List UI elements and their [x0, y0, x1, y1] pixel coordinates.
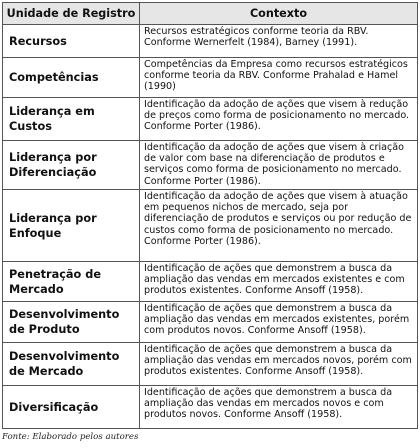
context-cell: Identificação da adoção de ações que visem à atuação em pequenos nichos de mercado, seja por diferenciação de produtos e serviços ou por redução de custos como forma de posicionamento no mercado. Conforme Porter (1986).	[140, 190, 418, 262]
unit-cell: Penetração de Mercado	[3, 262, 140, 302]
registry-context-table	[2, 2, 418, 429]
unit-cell: Desenvolvimento de Mercado	[3, 343, 140, 386]
table-header-row	[3, 3, 418, 25]
unit-cell: Desenvolvimento de Produto	[3, 302, 140, 343]
header-contexto: Contexto	[140, 3, 418, 25]
context-cell: Identificação da adoção de ações que visem à criação de valor com base na diferenciação de produtos e serviços como forma de posicionamento no mercado. Conforme Porter (1986).	[140, 141, 418, 190]
context-cell: Competências da Empresa como recursos estratégicos conforme teoria da RBV. Conforme Prahalad e Hamel (1990)	[140, 58, 418, 98]
unit-cell: Liderança em Custos	[3, 98, 140, 141]
table-row	[3, 302, 418, 343]
table-row	[3, 141, 418, 190]
unit-cell: Recursos	[3, 25, 140, 58]
table-row	[3, 190, 418, 262]
context-cell: Identificação de ações que demonstrem a busca da ampliação das vendas em mercados novos e com produtos novos. Conforme Ansoff (1958).	[140, 386, 418, 429]
unit-cell: Competências	[3, 58, 140, 98]
context-cell: Identificação de ações que demonstrem a busca da ampliação das vendas em mercados existentes, porém com produtos novos. Conforme Ansoff (1958).	[140, 302, 418, 343]
context-cell: Identificação de ações que demonstrem a busca da ampliação das vendas em mercados novos, porém com produtos existentes. Conforme Ansoff (1958).	[140, 343, 418, 386]
source-note: Fonte: Elaborado pelos autores	[2, 432, 139, 442]
table-row	[3, 262, 418, 302]
table-row	[3, 343, 418, 386]
context-cell: Identificação de ações que demonstrem a busca da ampliação das vendas em mercados existentes e com produtos existentes. Conforme Ansoff (1958).	[140, 262, 418, 302]
table-row	[3, 386, 418, 429]
unit-cell: Diversificação	[3, 386, 140, 429]
table-row	[3, 58, 418, 98]
table-row	[3, 98, 418, 141]
unit-cell: Liderança por Enfoque	[3, 190, 140, 262]
registry-table-container	[2, 2, 417, 429]
table-row	[3, 25, 418, 58]
context-cell: Identificação da adoção de ações que visem à redução de preços como forma de posicionamento no mercado. Conforme Porter (1986).	[140, 98, 418, 141]
context-cell: Recursos estratégicos conforme teoria da RBV. Conforme Wernerfelt (1984), Barney (1991).	[140, 25, 418, 58]
header-unidade-de-registro: Unidade de Registro	[3, 3, 140, 25]
unit-cell: Liderança por Diferenciação	[3, 141, 140, 190]
